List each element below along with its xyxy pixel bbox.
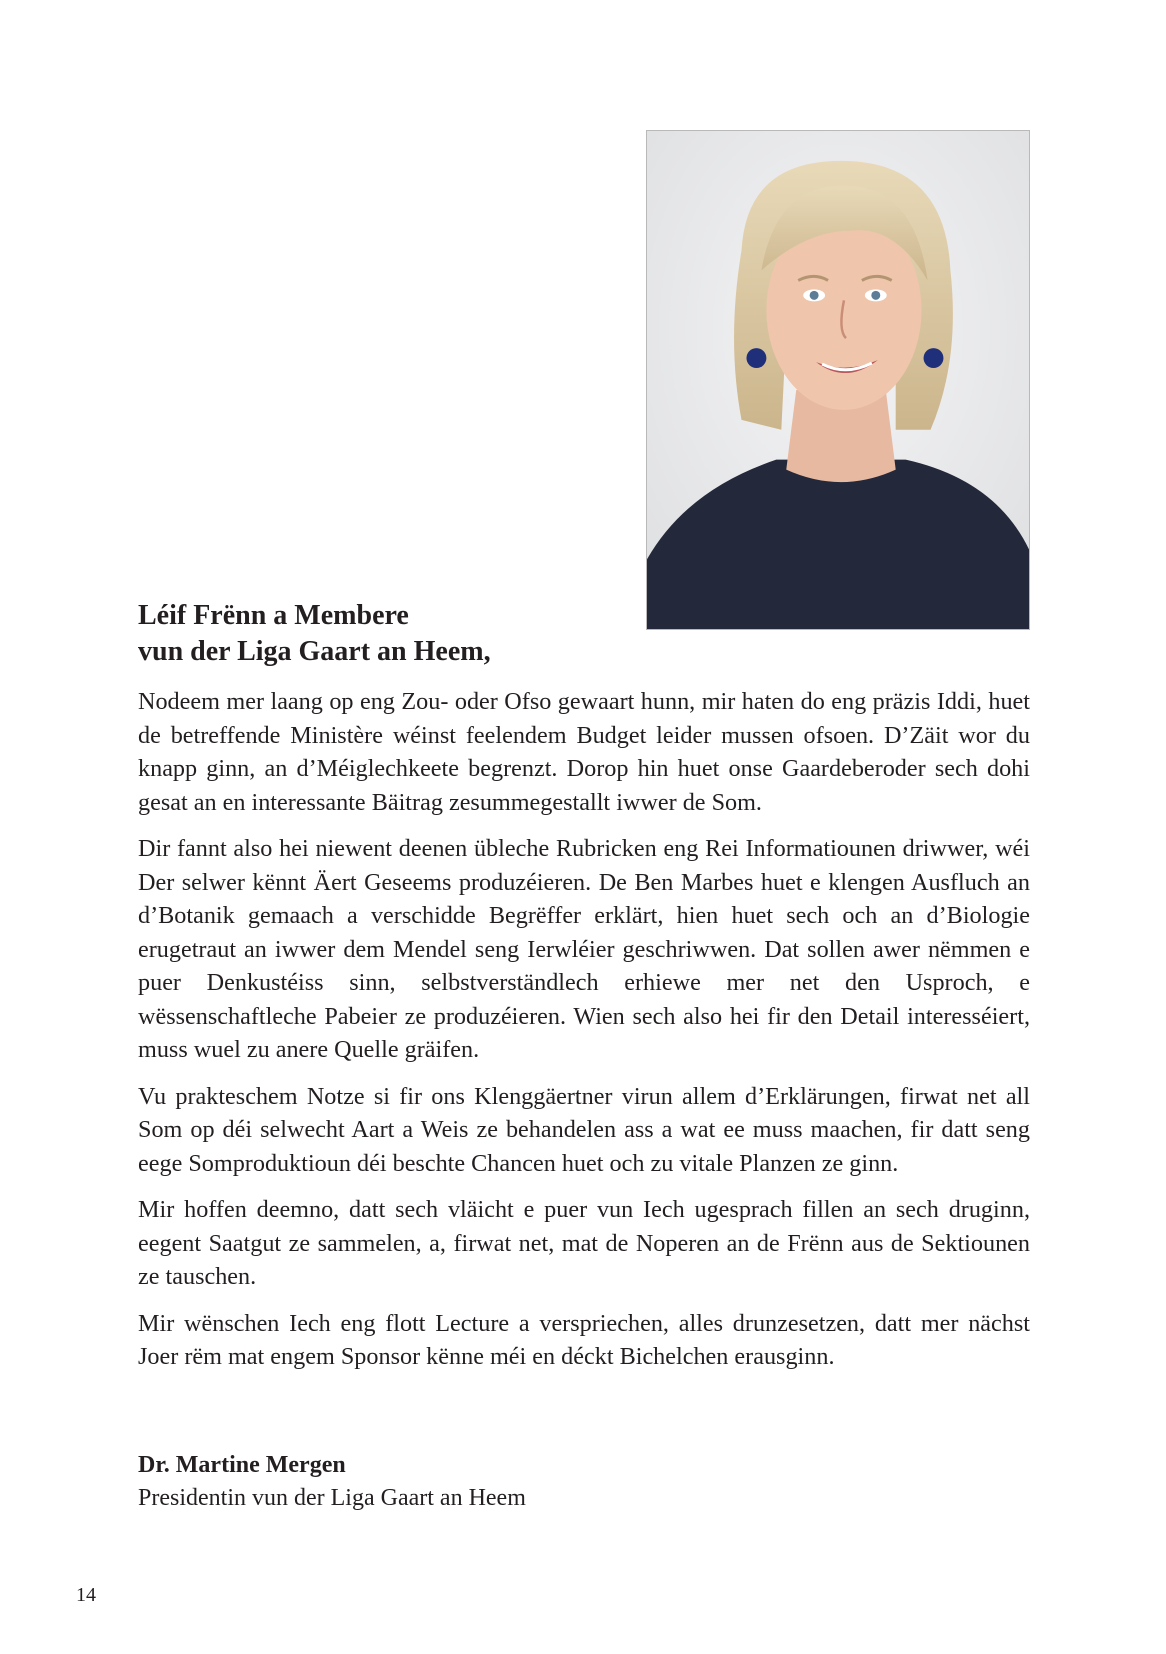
greeting-line-1: Léif Frënn a Membere — [138, 600, 409, 631]
portrait-photo-icon — [647, 131, 1029, 629]
paragraph-2: Dir fannt also hei niewent deenen übleche Rubricken eng Rei Informatiounen driwwer, wéi Der selwer kënnt Äert Geseems produzéieren. De Ben Marbes huet e klengen Ausfluch an d’Botanik gemaach a verschidde Begrëffer erklärt, hien huet sech och an d’Biologie erugetraut an iwwer dem Mendel seng Ierwléier geschriwwen. Dat sollen awer nëmmen e puer Denkustéiss sinn, selbstverständlech erhiewe mer net den Usproch, e wëssenschaftleche Pabeier ze produzéieren. Wien sech also hei fir den Detail interesséiert, muss wuel zu anere Quelle gräifen. — [138, 835, 1030, 1063]
greeting-heading — [138, 598, 658, 670]
paragraph-5: Mir wënschen Iech eng flott Lecture a verspriechen, alles drunzesetzen, datt mer nächst Joer rëm mat engem Sponsor kënne méi en déckt Bichelchen erausginn. — [138, 1309, 1030, 1370]
page-number: 14 — [76, 1584, 96, 1606]
paragraph-1: Nodeem mer laang op eng Zou- oder Ofso gewaart hunn, mir haten do eng präzis Iddi, huet de betreffende Ministère wéinst feelendem Budget leider mussen ofsoen. D’Zäit wor du knapp ginn, an d’Méiglechkeete begrenzt. Dorop hin huet onse Gaardeberoder sech dohi gesat an en interessante Bäitrag zesummegestallt iwwer de Som. — [138, 688, 1030, 816]
paragraph-3: Vu prakteschem Notze si fir ons Klenggäertner virun allem d’Erklärungen, firwat net all Som op déi selwecht Aart a Weis ze behandelen ass a wat ee muss maachen, fir datt seng eege Somproduktioun déi beschte Chancen huet och zu vitale Planzen ze ginn. — [138, 1082, 1030, 1177]
signatory-name: Dr. Martine Mergen — [138, 1452, 346, 1478]
signature-block — [138, 1449, 526, 1515]
paragraph-4: Mir hoffen deemno, datt sech vläicht e puer vun Iech ugesprach fillen an sech druginn, eegent Saatgut ze sammelen, a, firwat net, mat de Noperen an de Frënn aus de Sektiounen ze tauschen. — [138, 1196, 1030, 1290]
signatory-role: Presidentin vun der Liga Gaart an Heem — [138, 1485, 526, 1511]
letter-body — [138, 685, 1030, 1387]
portrait-photo — [646, 130, 1030, 630]
greeting-line-2: vun der Liga Gaart an Heem, — [138, 636, 491, 667]
